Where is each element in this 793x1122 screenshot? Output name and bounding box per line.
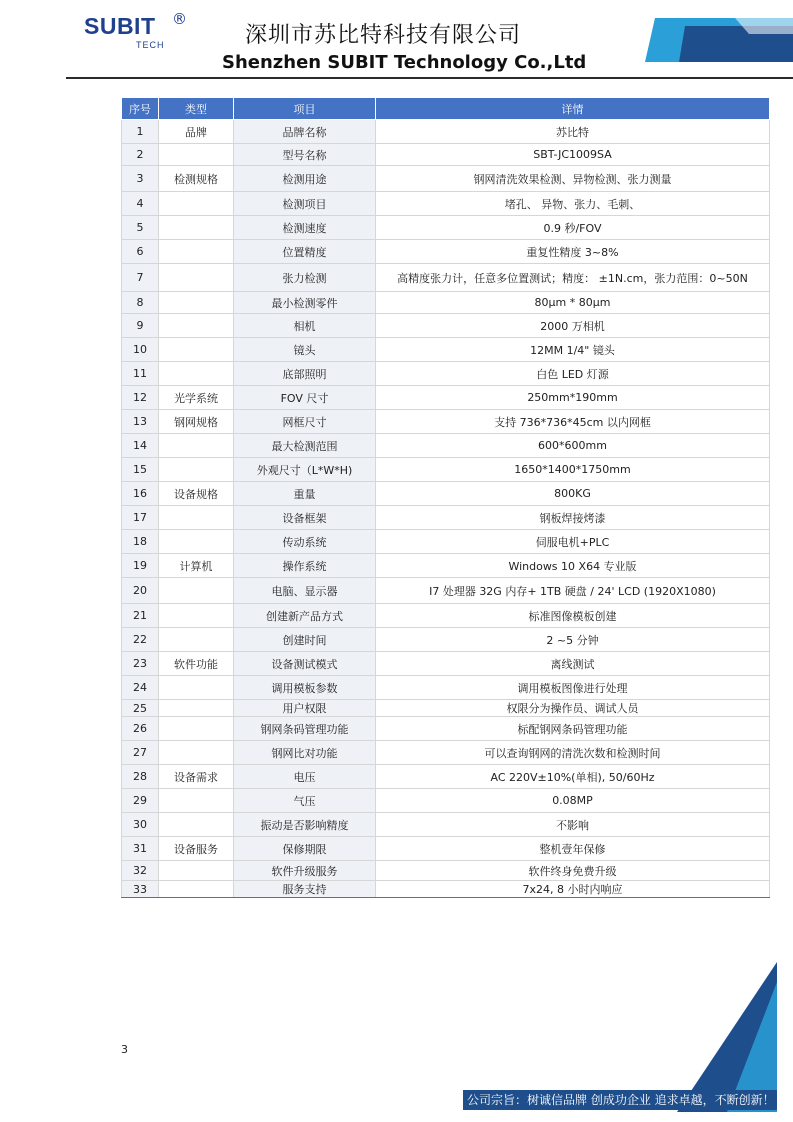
row-item-cell: 检测项目: [234, 192, 376, 216]
row-type-cell: [159, 506, 234, 530]
row-number-cell: 3: [122, 166, 159, 192]
table-row: [122, 700, 770, 717]
row-number-cell: 14: [122, 434, 159, 458]
row-item-cell: 品牌名称: [234, 120, 376, 144]
table-row: [122, 765, 770, 789]
row-type-cell: [159, 362, 234, 386]
row-number-cell: 27: [122, 741, 159, 765]
row-number-cell: 28: [122, 765, 159, 789]
row-number-cell: 7: [122, 264, 159, 292]
table-row: [122, 628, 770, 652]
row-number-cell: 25: [122, 700, 159, 717]
row-item-cell: 钢网条码管理功能: [234, 717, 376, 741]
header-decoration: [645, 14, 793, 62]
table-row: [122, 240, 770, 264]
logo-registered-mark: ®: [172, 10, 187, 28]
row-type-cell: [159, 676, 234, 700]
table-row: [122, 861, 770, 881]
row-item-cell: 操作系统: [234, 554, 376, 578]
header-number: 序号: [122, 98, 159, 120]
row-type-cell: [159, 628, 234, 652]
company-slogan: 公司宗旨：树诚信品牌 创成功企业 追求卓越，不断创新！: [463, 1090, 777, 1110]
row-type-cell: [159, 700, 234, 717]
row-type-cell: [159, 292, 234, 314]
table-row: [122, 652, 770, 676]
row-number-cell: 29: [122, 789, 159, 813]
row-item-cell: 设备框架: [234, 506, 376, 530]
row-number-cell: 13: [122, 410, 159, 434]
row-item-cell: 重量: [234, 482, 376, 506]
row-detail-cell: 不影响: [376, 813, 770, 837]
row-item-cell: 电压: [234, 765, 376, 789]
row-type-cell: [159, 813, 234, 837]
row-detail-cell: 白色 LED 灯源: [376, 362, 770, 386]
row-item-cell: 检测用途: [234, 166, 376, 192]
row-type-cell: [159, 216, 234, 240]
row-detail-cell: 0.08MP: [376, 789, 770, 813]
table-row: [122, 837, 770, 861]
row-type-cell: 设备服务: [159, 837, 234, 861]
table-row: [122, 386, 770, 410]
row-type-cell: [159, 434, 234, 458]
row-number-cell: 11: [122, 362, 159, 386]
row-number-cell: 20: [122, 578, 159, 604]
row-detail-cell: 整机壹年保修: [376, 837, 770, 861]
table-row: [122, 338, 770, 362]
row-number-cell: 4: [122, 192, 159, 216]
row-number-cell: 33: [122, 881, 159, 898]
table-row: [122, 604, 770, 628]
row-type-cell: 光学系统: [159, 386, 234, 410]
table-row: [122, 144, 770, 166]
table-row: [122, 482, 770, 506]
header-detail: 详情: [376, 98, 770, 120]
table-row: [122, 362, 770, 386]
row-item-cell: 创建时间: [234, 628, 376, 652]
row-detail-cell: 权限分为操作员、调试人员: [376, 700, 770, 717]
row-item-cell: 型号名称: [234, 144, 376, 166]
row-type-cell: [159, 144, 234, 166]
table-row: [122, 314, 770, 338]
logo-text: SUBIT: [84, 13, 156, 39]
table-row: [122, 410, 770, 434]
table-row: [122, 741, 770, 765]
row-detail-cell: 600*600mm: [376, 434, 770, 458]
spec-table: [121, 97, 770, 898]
row-number-cell: 19: [122, 554, 159, 578]
row-detail-cell: 标配钢网条码管理功能: [376, 717, 770, 741]
row-detail-cell: Windows 10 X64 专业版: [376, 554, 770, 578]
table-row: [122, 216, 770, 240]
table-row: [122, 813, 770, 837]
row-type-cell: [159, 240, 234, 264]
row-type-cell: 软件功能: [159, 652, 234, 676]
row-type-cell: 设备规格: [159, 482, 234, 506]
row-number-cell: 1: [122, 120, 159, 144]
row-type-cell: [159, 530, 234, 554]
row-number-cell: 26: [122, 717, 159, 741]
company-logo: [84, 10, 187, 50]
row-type-cell: [159, 578, 234, 604]
row-number-cell: 16: [122, 482, 159, 506]
row-item-cell: 气压: [234, 789, 376, 813]
row-detail-cell: 0.9 秒/FOV: [376, 216, 770, 240]
row-detail-cell: 离线测试: [376, 652, 770, 676]
row-item-cell: 保修期限: [234, 837, 376, 861]
row-type-cell: [159, 314, 234, 338]
row-type-cell: [159, 192, 234, 216]
row-number-cell: 21: [122, 604, 159, 628]
header-divider: [66, 77, 793, 79]
row-detail-cell: AC 220V±10%(单相), 50/60Hz: [376, 765, 770, 789]
page-header: [0, 0, 793, 82]
row-number-cell: 9: [122, 314, 159, 338]
row-item-cell: 底部照明: [234, 362, 376, 386]
row-number-cell: 17: [122, 506, 159, 530]
row-detail-cell: 可以查询钢网的清洗次数和检测时间: [376, 741, 770, 765]
row-number-cell: 24: [122, 676, 159, 700]
header-item: 项目: [234, 98, 376, 120]
row-item-cell: 镜头: [234, 338, 376, 362]
table-row: [122, 264, 770, 292]
row-type-cell: [159, 861, 234, 881]
row-item-cell: FOV 尺寸: [234, 386, 376, 410]
row-detail-cell: 支持 736*736*45cm 以内网框: [376, 410, 770, 434]
row-type-cell: 钢网规格: [159, 410, 234, 434]
row-detail-cell: 软件终身免费升级: [376, 861, 770, 881]
table-row: [122, 120, 770, 144]
row-detail-cell: 2 ~5 分钟: [376, 628, 770, 652]
row-item-cell: 软件升级服务: [234, 861, 376, 881]
row-number-cell: 2: [122, 144, 159, 166]
row-detail-cell: 80μm * 80μm: [376, 292, 770, 314]
row-item-cell: 传动系统: [234, 530, 376, 554]
row-detail-cell: 钢网清洗效果检测、异物检测、张力测量: [376, 166, 770, 192]
row-number-cell: 6: [122, 240, 159, 264]
company-name-english: Shenzhen SUBIT Technology Co.,Ltd: [222, 52, 587, 73]
row-type-cell: 检测规格: [159, 166, 234, 192]
table-row: [122, 458, 770, 482]
row-item-cell: 相机: [234, 314, 376, 338]
row-item-cell: 创建新产品方式: [234, 604, 376, 628]
row-type-cell: 计算机: [159, 554, 234, 578]
row-detail-cell: 800KG: [376, 482, 770, 506]
row-number-cell: 30: [122, 813, 159, 837]
row-detail-cell: 12MM 1/4" 镜头: [376, 338, 770, 362]
row-item-cell: 电脑、显示器: [234, 578, 376, 604]
row-type-cell: [159, 741, 234, 765]
row-detail-cell: SBT-JC1009SA: [376, 144, 770, 166]
table-row: [122, 166, 770, 192]
row-item-cell: 振动是否影响精度: [234, 813, 376, 837]
row-number-cell: 23: [122, 652, 159, 676]
table-row: [122, 530, 770, 554]
row-number-cell: 12: [122, 386, 159, 410]
row-item-cell: 外观尺寸（L*W*H): [234, 458, 376, 482]
row-number-cell: 18: [122, 530, 159, 554]
row-number-cell: 8: [122, 292, 159, 314]
row-type-cell: 设备需求: [159, 765, 234, 789]
row-number-cell: 15: [122, 458, 159, 482]
row-item-cell: 设备测试模式: [234, 652, 376, 676]
row-item-cell: 钢网比对功能: [234, 741, 376, 765]
row-detail-cell: 高精度张力计，任意多位置测试；精度： ±1N.cm，张力范围：0~50N: [376, 264, 770, 292]
row-type-cell: [159, 604, 234, 628]
row-item-cell: 最大检测范围: [234, 434, 376, 458]
row-detail-cell: 重复性精度 3~8%: [376, 240, 770, 264]
row-type-cell: [159, 789, 234, 813]
table-row: [122, 192, 770, 216]
table-row: [122, 881, 770, 898]
row-type-cell: [159, 717, 234, 741]
row-detail-cell: 7x24, 8 小时内响应: [376, 881, 770, 898]
row-type-cell: 品牌: [159, 120, 234, 144]
row-detail-cell: 伺服电机+PLC: [376, 530, 770, 554]
page-number: 3: [121, 1043, 128, 1056]
row-item-cell: 网框尺寸: [234, 410, 376, 434]
row-type-cell: [159, 264, 234, 292]
row-item-cell: 张力检测: [234, 264, 376, 292]
row-number-cell: 32: [122, 861, 159, 881]
row-detail-cell: 1650*1400*1750mm: [376, 458, 770, 482]
row-item-cell: 位置精度: [234, 240, 376, 264]
row-detail-cell: 250mm*190mm: [376, 386, 770, 410]
row-detail-cell: 调用模板图像进行处理: [376, 676, 770, 700]
table-header-row: [122, 98, 770, 120]
row-detail-cell: 钢板焊接烤漆: [376, 506, 770, 530]
row-detail-cell: 标准图像模板创建: [376, 604, 770, 628]
row-number-cell: 22: [122, 628, 159, 652]
row-type-cell: [159, 458, 234, 482]
row-type-cell: [159, 338, 234, 362]
row-number-cell: 31: [122, 837, 159, 861]
logo-subtext: TECH: [136, 40, 165, 50]
row-item-cell: 检测速度: [234, 216, 376, 240]
row-type-cell: [159, 881, 234, 898]
company-name-chinese: 深圳市苏比特科技有限公司: [245, 23, 522, 48]
row-detail-cell: 2000 万相机: [376, 314, 770, 338]
row-item-cell: 调用模板参数: [234, 676, 376, 700]
table-row: [122, 789, 770, 813]
row-item-cell: 用户权限: [234, 700, 376, 717]
table-row: [122, 578, 770, 604]
table-row: [122, 292, 770, 314]
row-number-cell: 10: [122, 338, 159, 362]
row-detail-cell: 苏比特: [376, 120, 770, 144]
table-row: [122, 717, 770, 741]
table-row: [122, 554, 770, 578]
row-item-cell: 最小检测零件: [234, 292, 376, 314]
row-detail-cell: I7 处理器 32G 内存+ 1TB 硬盘 / 24' LCD (1920X1080): [376, 578, 770, 604]
table-row: [122, 506, 770, 530]
header-type: 类型: [159, 98, 234, 120]
row-number-cell: 5: [122, 216, 159, 240]
table-row: [122, 676, 770, 700]
row-detail-cell: 堵孔、 异物、张力、毛刺、: [376, 192, 770, 216]
table-row: [122, 434, 770, 458]
table-body: [122, 120, 770, 898]
row-item-cell: 服务支持: [234, 881, 376, 898]
